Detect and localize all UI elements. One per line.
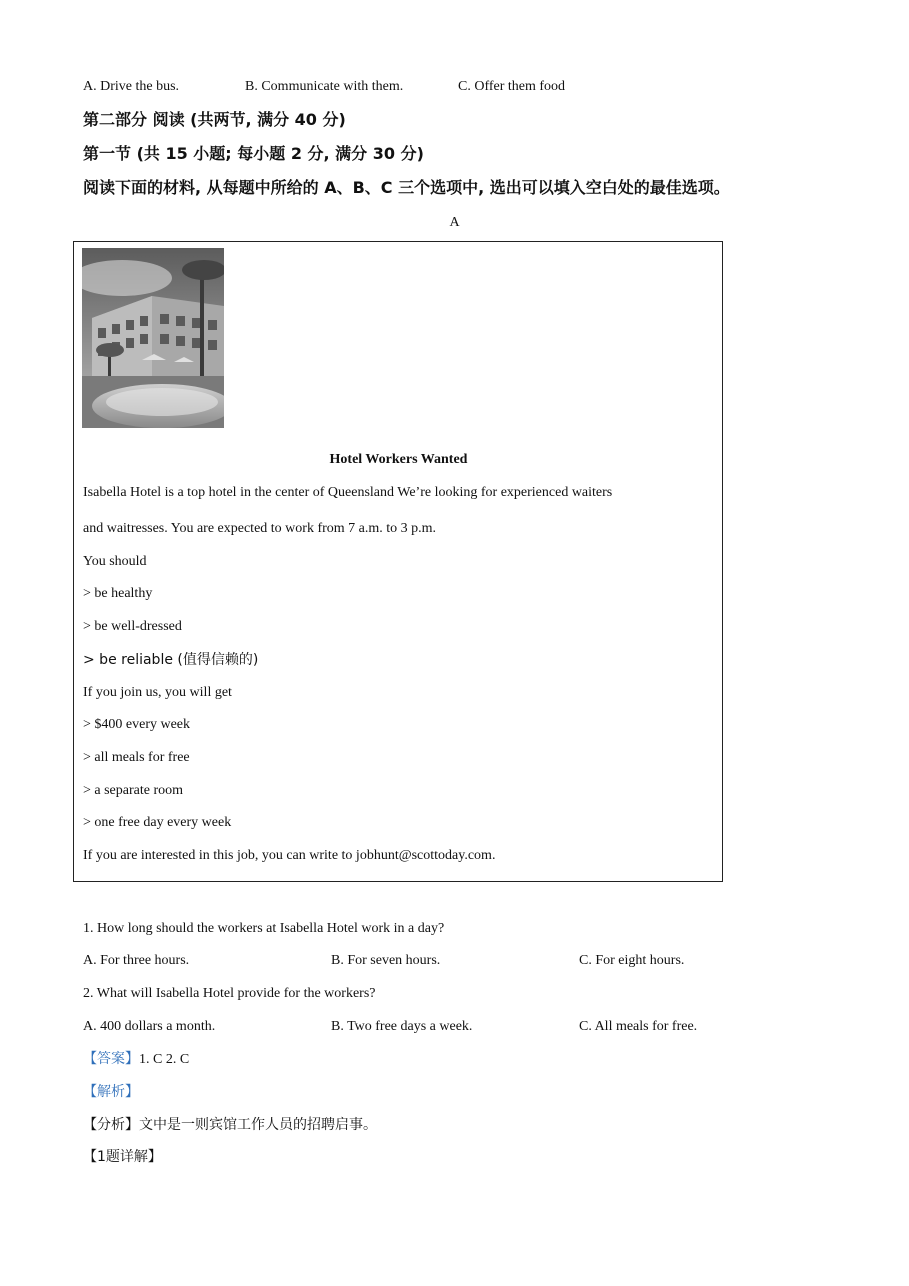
question-2-stem: 2. What will Isabella Hotel provide for the workers? <box>83 986 376 1001</box>
ad-title: Hotel Workers Wanted <box>329 452 468 467</box>
hotel-photo <box>82 248 224 428</box>
ad-you-get: If you join us, you will get <box>83 685 232 700</box>
ad-requirement-reliable: > be reliable (值得信赖的) <box>83 652 259 668</box>
question-1-option-b: B. For seven hours. <box>331 953 441 968</box>
question-1-stem: 1. How long should the workers at Isabella Hotel work in a day? <box>83 921 445 936</box>
analysis-detail-label: 【1题详解】 <box>83 1149 162 1165</box>
ad-contact: If you are interested in this job, you can write to jobhunt@scottoday.com. <box>83 848 496 863</box>
section-part-heading: 第二部分 阅读 (共两节, 满分 40 分) <box>83 110 346 129</box>
question-2-option-a: A. 400 dollars a month. <box>83 1019 216 1034</box>
ad-intro-line-2: and waitresses. You are expected to work from 7 a.m. to 3 p.m. <box>83 521 437 536</box>
ad-requirement-well-dressed: > be well-dressed <box>83 619 182 634</box>
answer-label: 【答案】 <box>83 1051 139 1067</box>
passage-label: A <box>449 215 460 230</box>
ad-you-should: You should <box>83 554 147 569</box>
ad-benefit-free-day: > one free day every week <box>83 815 232 830</box>
question-1-option-a: A. For three hours. <box>83 953 190 968</box>
answer-row <box>83 1050 189 1069</box>
analysis-label: 【解析】 <box>83 1084 139 1100</box>
ad-benefit-salary: > $400 every week <box>83 717 191 732</box>
answer-value: 1. C 2. C <box>139 1052 190 1067</box>
ad-intro-line-1: Isabella Hotel is a top hotel in the center of Queensland We’re looking for experienced waiters <box>83 485 613 500</box>
prev-option-c: C. Offer them food <box>458 79 566 94</box>
ad-requirement-healthy: > be healthy <box>83 586 153 601</box>
section-sub-heading: 第一节 (共 15 小题; 每小题 2 分, 满分 30 分) <box>83 144 424 163</box>
analysis-summary: 【分析】文中是一则宾馆工作人员的招聘启事。 <box>83 1117 377 1133</box>
ad-benefit-room: > a separate room <box>83 783 184 798</box>
question-1-option-c: C. For eight hours. <box>579 953 685 968</box>
question-2-option-c: C. All meals for free. <box>579 1019 698 1034</box>
question-2-option-b: B. Two free days a week. <box>331 1019 473 1034</box>
prev-option-b: B. Communicate with them. <box>245 79 404 94</box>
hotel-photo-icon <box>82 248 224 428</box>
ad-benefit-meals: > all meals for free <box>83 750 190 765</box>
prev-option-a: A. Drive the bus. <box>83 79 180 94</box>
section-instruction: 阅读下面的材料, 从每题中所给的 A、B、C 三个选项中, 选出可以填入空白处的最佳选项。 <box>83 178 730 197</box>
